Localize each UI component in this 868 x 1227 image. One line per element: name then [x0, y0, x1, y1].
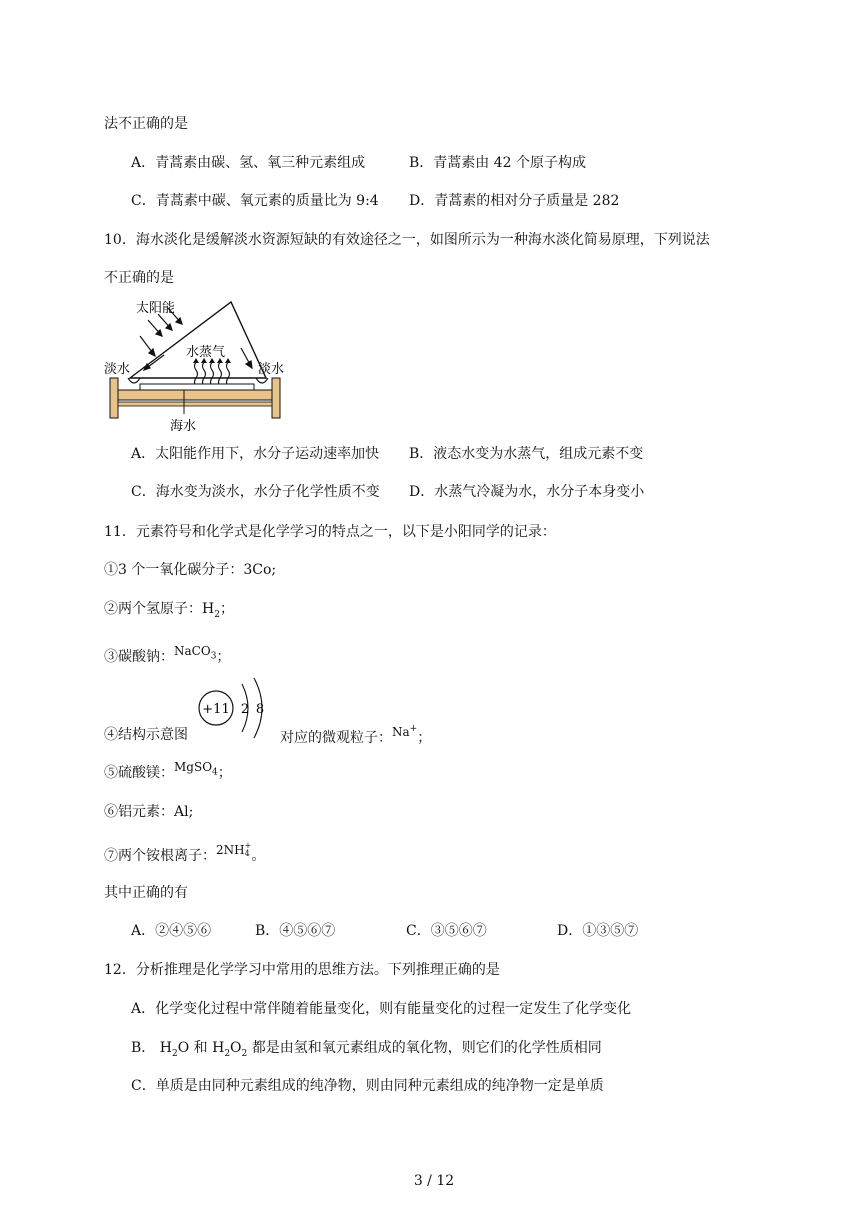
q11-conclusion: 其中正确的有 [104, 885, 188, 901]
q12-h2o2-o: O [230, 1040, 242, 1056]
q9-option-d: D．青蒿素的相对分子质量是 282 [409, 193, 620, 209]
q10-stem-line1: 10．海水淡化是缓解淡水资源短缺的有效途径之一，如图所示为一种海水淡化简易原理，下列说法 [104, 232, 710, 248]
q11-item-7-sub: 4 [244, 849, 250, 858]
label-vapor: 水蒸气 [186, 345, 226, 360]
q10-option-d: D．水蒸气冷凝为水，水分子本身变小 [409, 484, 645, 500]
q9-stem-tail: 法不正确的是 [104, 116, 188, 132]
q11-item-7-formula-main: 2NH [216, 843, 245, 857]
q11-item-4-sup: + [409, 724, 418, 734]
q11-item-3-end: ； [216, 649, 231, 665]
q12-h2o2-sub1: 2 [224, 1048, 231, 1059]
label-fresh-water-right: 淡水 [258, 362, 285, 377]
q11-item-2-end: ； [219, 601, 234, 617]
q11-item-6: ⑥铝元素：Al; [104, 804, 194, 820]
q11-option-b: B．④⑤⑥⑦ [255, 923, 336, 939]
q11-item-7-label: ⑦两个铵根离子： [104, 848, 216, 864]
q11-item-2-label: ②两个氢原子： [104, 601, 202, 617]
q12-stem: 12．分析推理是化学学习中常用的思维方法。下列推理正确的是 [104, 962, 500, 978]
q11-item-3-formula [174, 644, 217, 662]
q11-item-3-sub: 3 [210, 651, 217, 662]
nucleus-charge: +11 [202, 702, 230, 717]
q12-option-b-rest: 都是由氢和氧元素组成的氧化物，则它们的化学性质相同 [251, 1040, 602, 1056]
vapor-arrows [195, 362, 230, 386]
q11-item-7-end: 。 [251, 848, 266, 864]
q11-item-7-charge [245, 842, 252, 858]
q12-h2o2-sub2: 2 [241, 1048, 248, 1059]
q12-option-b [131, 1038, 602, 1064]
q11-item-5-formula [174, 760, 218, 778]
q11-item-5 [104, 760, 232, 788]
condensate-arrow [144, 355, 164, 370]
q11-item-3-formula-main: NaCO [174, 644, 211, 658]
q11-item-4-label: ④结构示意图 [104, 727, 188, 743]
q11-item-7-formula [216, 843, 251, 857]
shell-2-electrons: 8 [255, 702, 265, 717]
q11-item-4-mid: 对应的微观粒子： [280, 730, 392, 746]
q12-h2o-o: O [177, 1040, 190, 1056]
q12-h2o-h: H [159, 1040, 172, 1056]
q11-item-3-label: ③碳酸钠： [104, 649, 174, 665]
q11-option-c: C．③⑤⑥⑦ [406, 923, 487, 939]
q12-and: 和 [193, 1040, 208, 1056]
q9-option-b: B．青蒿素由 42 个原子构成 [409, 155, 587, 171]
q11-item-4-ion-main: Na [392, 725, 410, 739]
q11-item-5-sub: 4 [212, 767, 218, 778]
q9-option-c: C．青蒿素中碳、氧元素的质量比为 9:4 [131, 193, 379, 209]
q12-option-b-prefix: B． [131, 1040, 156, 1056]
q10-option-b: B．液态水变为水蒸气，组成元素不变 [409, 446, 644, 462]
q11-item-2-sub: 2 [214, 609, 220, 620]
q11-item-7-sup: + [244, 841, 252, 850]
shell-1-electrons: 2 [240, 702, 250, 717]
q11-item-5-formula-main: MgSO [174, 760, 213, 774]
table-leg-left [110, 378, 118, 418]
q12-h2o2-h: H [212, 1040, 225, 1056]
q11-stem: 11．元素符号和化学式是化学学习的特点之一，以下是小阳同学的记录： [104, 524, 556, 540]
q12-option-c: C．单质是由同种元素组成的纯净物，则由同种元素组成的纯净物一定是单质 [131, 1078, 604, 1094]
right-trough [256, 378, 268, 383]
desalination-diagram [100, 292, 290, 434]
q11-item-4-ion [392, 725, 417, 739]
q11-option-a: A．②④⑤⑥ [131, 923, 212, 939]
label-seawater: 海水 [170, 419, 197, 434]
label-fresh-water-left: 淡水 [104, 362, 131, 377]
label-solar: 太阳能 [136, 301, 176, 316]
q11-item-2-formula: H [202, 601, 215, 617]
q11-item-7 [104, 841, 266, 866]
left-trough [128, 378, 140, 383]
q11-item-4 [280, 725, 431, 748]
q10-option-c: C．海水变为淡水，水分子化学性质不变 [131, 484, 380, 500]
q10-stem-line2: 不正确的是 [104, 270, 174, 286]
q11-item-2 [104, 599, 234, 625]
table-top [110, 390, 280, 400]
q11-option-d: D．①③⑤⑦ [557, 923, 639, 939]
table-leg-right [272, 378, 280, 418]
q11-item-3 [104, 644, 231, 672]
q12-h2o-sub: 2 [171, 1048, 178, 1059]
q9-option-a: A．青蒿素由碳、氢、氧三种元素组成 [131, 155, 366, 171]
q12-option-a: A．化学变化过程中常伴随着能量变化，则有能量变化的过程一定发生了化学变化 [131, 1001, 632, 1017]
q11-item-4-end: ； [417, 730, 432, 746]
q11-item-1: ①3 个一氧化碳分子：3Co; [104, 562, 277, 578]
q10-option-a: A．太阳能作用下，水分子运动速率加快 [131, 446, 380, 462]
atomic-structure-diagram [196, 676, 276, 742]
table-rail [118, 402, 272, 406]
q11-item-5-end: ； [217, 765, 232, 781]
seawater-basin [140, 384, 254, 390]
q11-item-5-label: ⑤硫酸镁： [104, 765, 174, 781]
page-number: 3 / 12 [413, 1173, 455, 1189]
